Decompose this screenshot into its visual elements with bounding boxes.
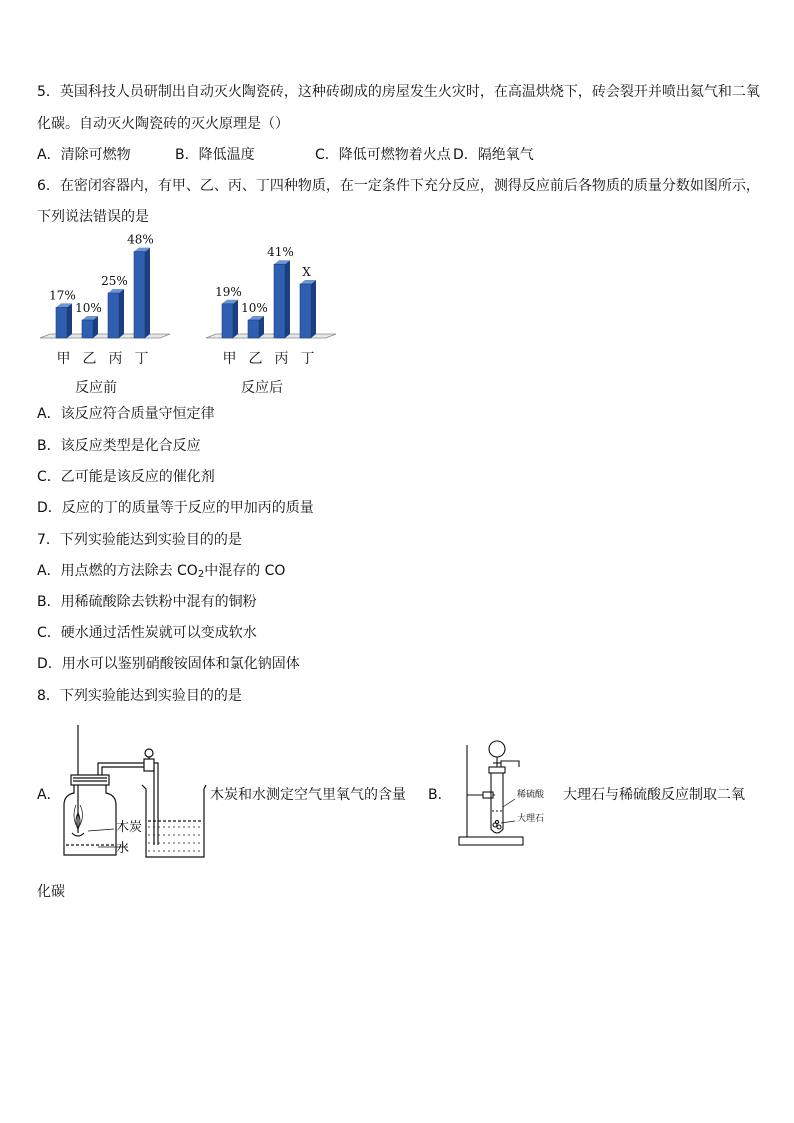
chart-after-title: 反应后: [241, 380, 283, 396]
chart-after-category-3: 丁: [300, 351, 315, 367]
q8-option-b-continuation: 化碳: [37, 884, 65, 900]
chart-after-category-0: 甲: [222, 351, 237, 367]
q5-option-b: B．降低温度: [175, 147, 255, 163]
apparatus-a-label-charcoal: 木炭: [116, 820, 143, 835]
chart-after-value-label-2: 41%: [267, 245, 294, 260]
chart-before-bar-0: [56, 303, 72, 338]
chart-before-category-2: 丙: [108, 351, 123, 367]
chart-after-bar-0: [222, 300, 238, 338]
chart-after-bar-2: [274, 260, 290, 338]
chart-after-category-1: 乙: [248, 351, 263, 367]
chart-after-bar-3: [300, 280, 316, 338]
chart-after-value-label-0: 19%: [215, 284, 242, 299]
chart-before-bar-3: [134, 248, 150, 338]
bar-chart-before: [30, 232, 180, 397]
q7-option-d: D．用水可以鉴别硝酸铵固体和氯化钠固体: [37, 656, 300, 672]
q5-stem-line1: 5．英国科技人员研制出自动灭火陶瓷砖，这种砖砌成的房屋发生火灾时，在高温烘烧下，砖会裂开并喷出氦气和二氧: [37, 84, 760, 100]
q5-option-a: A．清除可燃物: [37, 147, 131, 163]
chart-before-bar-2: [108, 289, 124, 338]
apparatus-b-label-marble: 大理石: [517, 814, 545, 824]
q7-stem: 7．下列实验能达到实验目的的是: [37, 532, 242, 548]
q7-option-a-post: 中混存的 CO: [204, 563, 286, 579]
q6-option-a: A．该反应符合质量守恒定律: [37, 406, 215, 422]
chart-before-bar-1: [82, 316, 98, 338]
chart-before-category-0: 甲: [56, 351, 71, 367]
chart-after-category-2: 丙: [274, 351, 289, 367]
chart-before-category-1: 乙: [82, 351, 97, 367]
apparatus-a-figure: [58, 723, 208, 863]
q8-stem: 8．下列实验能达到实验目的的是: [37, 688, 242, 704]
chart-before-category-3: 丁: [134, 351, 149, 367]
q5-option-c: C．降低可燃物着火点: [315, 147, 451, 163]
q8-option-a-text: 木炭和水测定空气里氧气的含量: [210, 787, 406, 803]
q5-stem-line2: 化碳。自动灭火陶瓷砖的灭火原理是（）: [37, 116, 289, 132]
q8-option-b-text: 大理石与稀硫酸反应制取二氧: [563, 787, 745, 803]
chart-before-title: 反应前: [75, 380, 117, 396]
q5-option-d: D．隔绝氧气: [453, 147, 534, 163]
bar-chart-after: [196, 232, 346, 397]
q7-option-a: [37, 561, 285, 585]
apparatus-b-label-acid: 稀硫酸: [517, 790, 545, 800]
q8-option-a-letter: A．: [37, 787, 61, 803]
chart-after-bar-1: [248, 316, 264, 338]
q6-option-c: C．乙可能是该反应的催化剂: [37, 469, 215, 485]
q6-stem-line1: 6．在密闭容器内，有甲、乙、丙、丁四种物质，在一定条件下充分反应，测得反应前后各物质的质量分数如图所示，: [37, 178, 760, 194]
chart-before-value-label-3: 48%: [127, 232, 154, 247]
q6-stem-line2: 下列说法错误的是: [37, 209, 149, 225]
apparatus-a-label-water: 水: [116, 841, 130, 856]
q7-option-a-sub: 2: [197, 569, 205, 580]
chart-after-value-label-1: 10%: [241, 301, 268, 315]
q7-option-a-pre: A．用点燃的方法除去 CO: [37, 563, 198, 579]
chart-after-value-label-3: X: [302, 265, 311, 279]
chart-before-value-label-2: 25%: [101, 274, 128, 288]
q8-option-b-letter: B．: [428, 787, 452, 803]
chart-before-value-label-0: 17%: [49, 288, 76, 303]
q6-option-b: B．该反应类型是化合反应: [37, 438, 201, 454]
chart-before-value-label-1: 10%: [75, 301, 102, 315]
q7-option-c: C．硬水通过活性炭就可以变成软水: [37, 625, 257, 641]
q6-option-d: D．反应的丁的质量等于反应的甲加丙的质量: [37, 500, 314, 516]
q7-option-b: B．用稀硫酸除去铁粉中混有的铜粉: [37, 594, 257, 610]
